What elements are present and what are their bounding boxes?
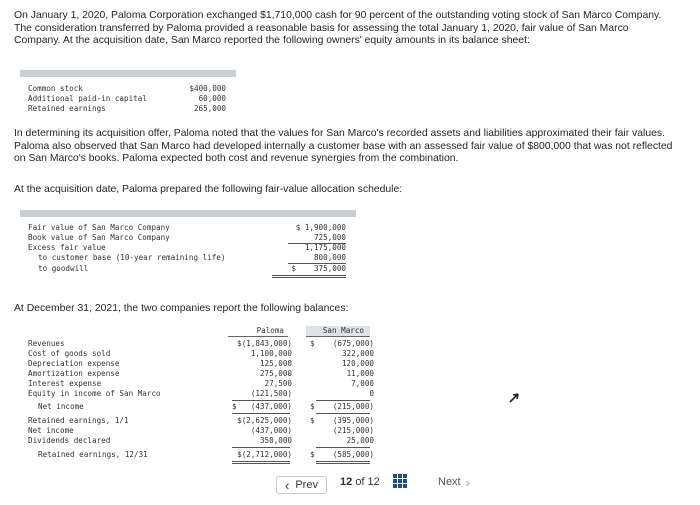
table-row: Dividends declared 350,000 25,000 [28,436,374,445]
prev-button[interactable]: ‹ Prev [276,476,327,494]
table-row: Additional paid-in capital 60,000 [28,94,226,103]
table-row: Depreciation expense 125,000 120,000 [28,359,374,368]
cursor-arrow-icon [508,392,520,404]
table-row: Common stock $400,000 [28,84,226,93]
table-row: Revenues $(1,843,000) $ (675,000) [28,339,374,348]
balances-intro: At December 31, 2021, the two companies report the following balances: [14,303,349,314]
fair-value-schedule [20,210,356,280]
column-header-paloma: Paloma [228,326,288,337]
equity-table [20,70,236,117]
table-row: Retained earnings 265,000 [28,104,226,113]
table-row: Net income (437,000) (215,000) [28,426,374,435]
column-header-san-marco: San Marco [306,326,370,337]
next-button[interactable]: Next › [438,474,470,490]
table-row: to customer base (10-year remaining life) 800,000 [38,253,346,262]
page-indicator: 12 of 12 [340,476,380,488]
analysis-paragraph: In determining its acquisition offer, Paloma noted that the values for San Marco's recorded assets and liabilities approximated their fair values. Paloma also observed that San Marco had developed internally a customer base with an assessed fair value of $800,000 that was not reflected on San Marco's books. Paloma expected both cost and revenue synergies from the combination. [14,128,673,164]
table-row: to goodwill $ 375,000 [38,264,346,273]
schedule-intro: At the acquisition date, Paloma prepared the following fair-value allocation schedule: [14,184,403,195]
table-row: Equity in income of San Marco (121,500) 0 [28,389,374,398]
table-row: Fair value of San Marco Company $ 1,900,000 [28,223,346,232]
table-row: Book value of San Marco Company 725,000 [28,233,346,242]
table-row: Interest expense 27,500 7,000 [28,379,374,388]
chevron-right-icon: › [465,474,470,490]
table-row: Retained earnings, 12/31 $(2,712,000) $ (585,000) [38,450,374,459]
question-grid-icon[interactable] [393,474,407,488]
table-row: Excess fair value 1,175,000 [28,243,346,252]
table-row: Retained earnings, 1/1 $(2,625,000) $ (395,000) [28,416,374,425]
table-row: Cost of goods sold 1,100,000 322,000 [28,349,374,358]
balances-table [20,326,380,466]
chevron-left-icon: ‹ [285,477,290,493]
table-row: Net income $ (437,000) $ (215,000) [38,402,374,411]
table-row: Amortization expense 275,000 11,000 [28,369,374,378]
intro-paragraph: On January 1, 2020, Paloma Corporation exchanged $1,710,000 cash for 90 percent of the outstanding voting stock of San Marco Company. The consideration transferred by Paloma provided a reasonable basis for assessing the total January 1, 2020, fair value of San Marco Company. At the acquisition date, San Marco reported the following owners' equity amounts in its balance sheet: [14,10,662,46]
table-header-bar [20,210,356,217]
table-header-bar [20,70,236,77]
